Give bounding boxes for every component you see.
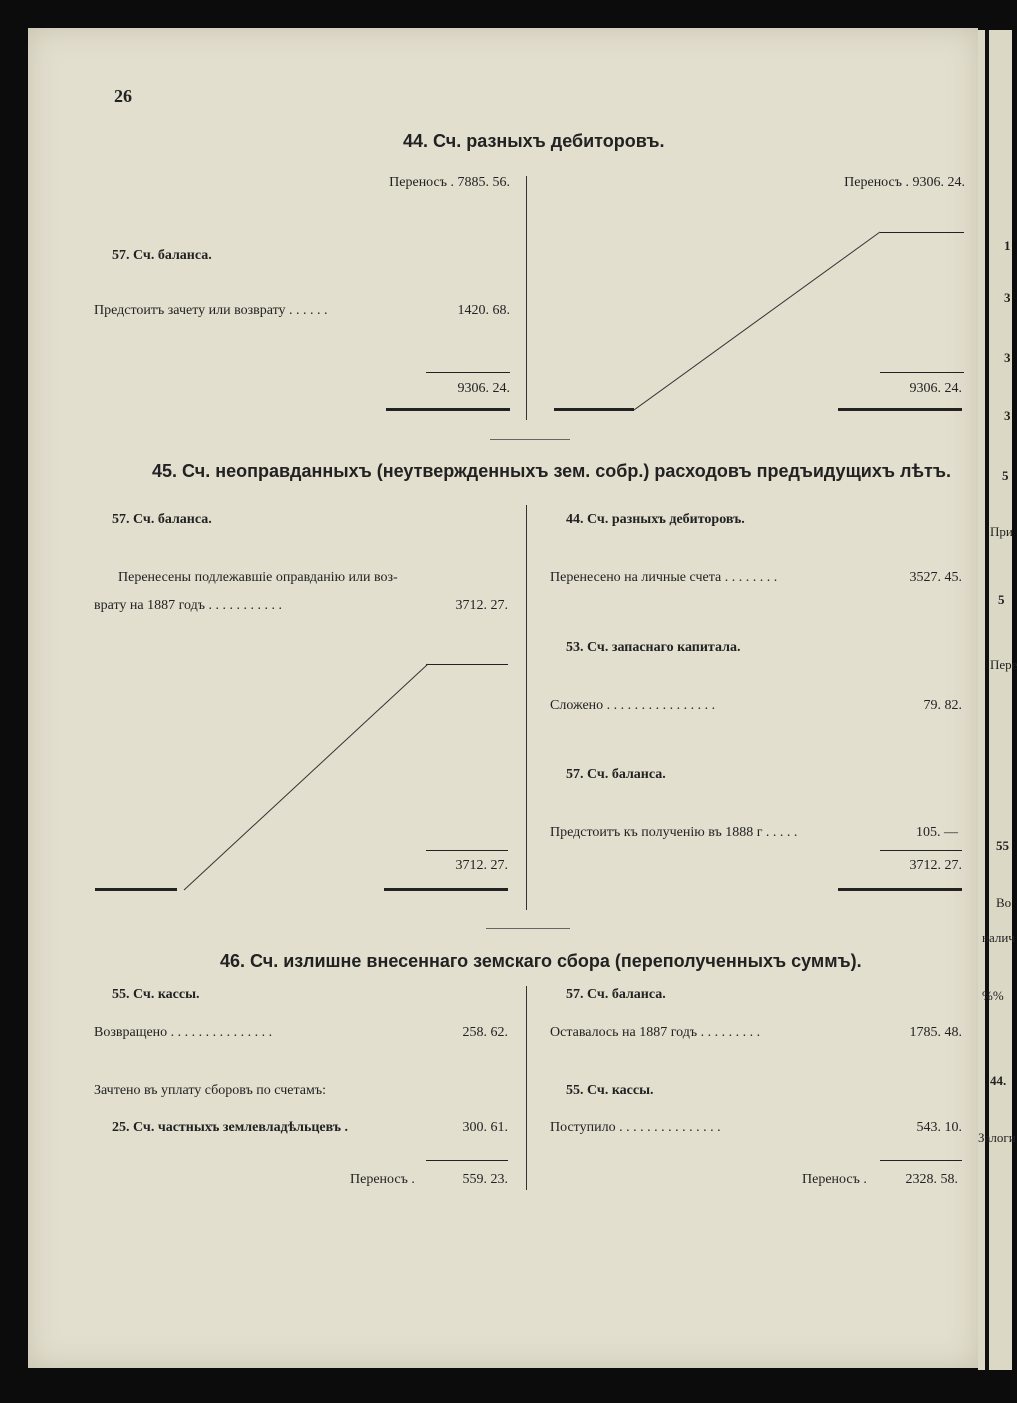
s46-right-carry-amount: 2328. 58.: [905, 1172, 958, 1187]
s44-right-carry: Переносъ . 9306. 24.: [844, 175, 965, 190]
edge-fragment: %%: [982, 988, 1004, 1003]
s44-left-carry: Переносъ . 7885. 56.: [389, 175, 510, 190]
s45-right-amount-1: 3527. 45.: [909, 570, 962, 585]
edge-fragment: Пере: [990, 657, 1017, 672]
edge-fragment: 3: [1004, 290, 1011, 305]
edge-fragment: Залоги: [978, 1130, 1016, 1145]
s45-left-subheading: 57. Сч. баланса.: [112, 512, 212, 527]
s45-left-line-amount: 3712. 27.: [455, 598, 508, 613]
s46-right-amount-2: 543. 10.: [916, 1120, 962, 1135]
s44-diagonal-stroke: [634, 232, 880, 410]
s46-left-line-1: Возвращено . . . . . . . . . . . . . . .: [94, 1025, 273, 1040]
s46-right-line-1: Оставалось на 1887 годъ . . . . . . . . .: [550, 1025, 761, 1040]
s45-right-line-3: Предстоитъ къ полученію въ 1888 г . . . . .: [550, 825, 798, 840]
s46-left-note: Зачтено въ уплату сборовъ по счетамъ:: [94, 1083, 326, 1098]
s46-right-heading-2: 55. Сч. кассы.: [566, 1083, 654, 1098]
s46-left-carry-amount: 559. 23.: [462, 1172, 508, 1187]
s46-left-amount-1: 258. 62.: [462, 1025, 508, 1040]
s44-left-line-label: Предстоитъ зачету или возврату . . . . . .: [94, 303, 328, 318]
section-45-title: 45. Сч. неоправданныхъ (неутвержденныхъ зем. собр.) расходовъ предъидущихъ лѣтъ.: [152, 461, 951, 481]
s46-left-heading-2: 25. Сч. частныхъ землевладѣльцевъ .: [112, 1120, 349, 1135]
s45-right-heading-2: 53. Сч. запаснаго капитала.: [566, 640, 741, 655]
s45-diagonal-stroke: [184, 664, 428, 890]
edge-fragment: 5: [1002, 468, 1009, 483]
s45-right-line-1: Перенесено на личные счета . . . . . . . .: [550, 570, 778, 585]
edge-fragment: 55: [996, 838, 1009, 853]
s45-left-line1: Перенесены подлежавшіе оправданію или воз-: [118, 570, 398, 585]
s45-right-line-2: Сложено . . . . . . . . . . . . . . . .: [550, 698, 716, 713]
s45-right-amount-2: 79. 82.: [923, 698, 962, 713]
s45-right-heading-3: 57. Сч. баланса.: [566, 767, 666, 782]
s45-left-line2: врату на 1887 годъ . . . . . . . . . . .: [94, 598, 282, 613]
s46-left-heading-1: 55. Сч. кассы.: [112, 987, 200, 1002]
edge-fragment: Во: [996, 895, 1012, 910]
edge-fragment: 1: [1004, 238, 1011, 253]
edge-fragment: При: [990, 524, 1013, 539]
s46-right-carry-label: Переносъ .: [802, 1172, 867, 1187]
s44-left-line-amount: 1420. 68.: [457, 303, 510, 318]
edge-fragment: 5: [998, 592, 1005, 607]
s45-right-total: 3712. 27.: [909, 858, 962, 873]
section-44-title: 44. Сч. разныхъ дебиторовъ.: [403, 131, 665, 151]
s46-right-heading-1: 57. Сч. баланса.: [566, 987, 666, 1002]
edge-fragment: 3: [1004, 408, 1011, 423]
s46-right-line-2: Поступило . . . . . . . . . . . . . . .: [550, 1120, 721, 1135]
s45-left-total: 3712. 27.: [455, 858, 508, 873]
s45-right-heading-1: 44. Сч. разныхъ дебиторовъ.: [566, 512, 745, 527]
s44-left-subheading: 57. Сч. баланса.: [112, 248, 212, 263]
edge-fragment: 3: [1004, 350, 1011, 365]
s45-right-amount-3: 105. —: [916, 825, 958, 840]
s46-right-amount-1: 1785. 48.: [909, 1025, 962, 1040]
page-number: 26: [114, 86, 132, 106]
s44-right-total: 9306. 24.: [909, 381, 962, 396]
edge-fragment: 44.: [990, 1073, 1007, 1088]
s46-left-carry-label: Переносъ .: [350, 1172, 415, 1187]
s44-left-total: 9306. 24.: [457, 381, 510, 396]
s46-left-amount-2: 300. 61.: [462, 1120, 508, 1135]
section-46-title: 46. Сч. излишне внесеннаго земскаго сбора (переполученныхъ суммъ).: [220, 951, 862, 971]
edge-fragment: налич: [982, 930, 1015, 945]
